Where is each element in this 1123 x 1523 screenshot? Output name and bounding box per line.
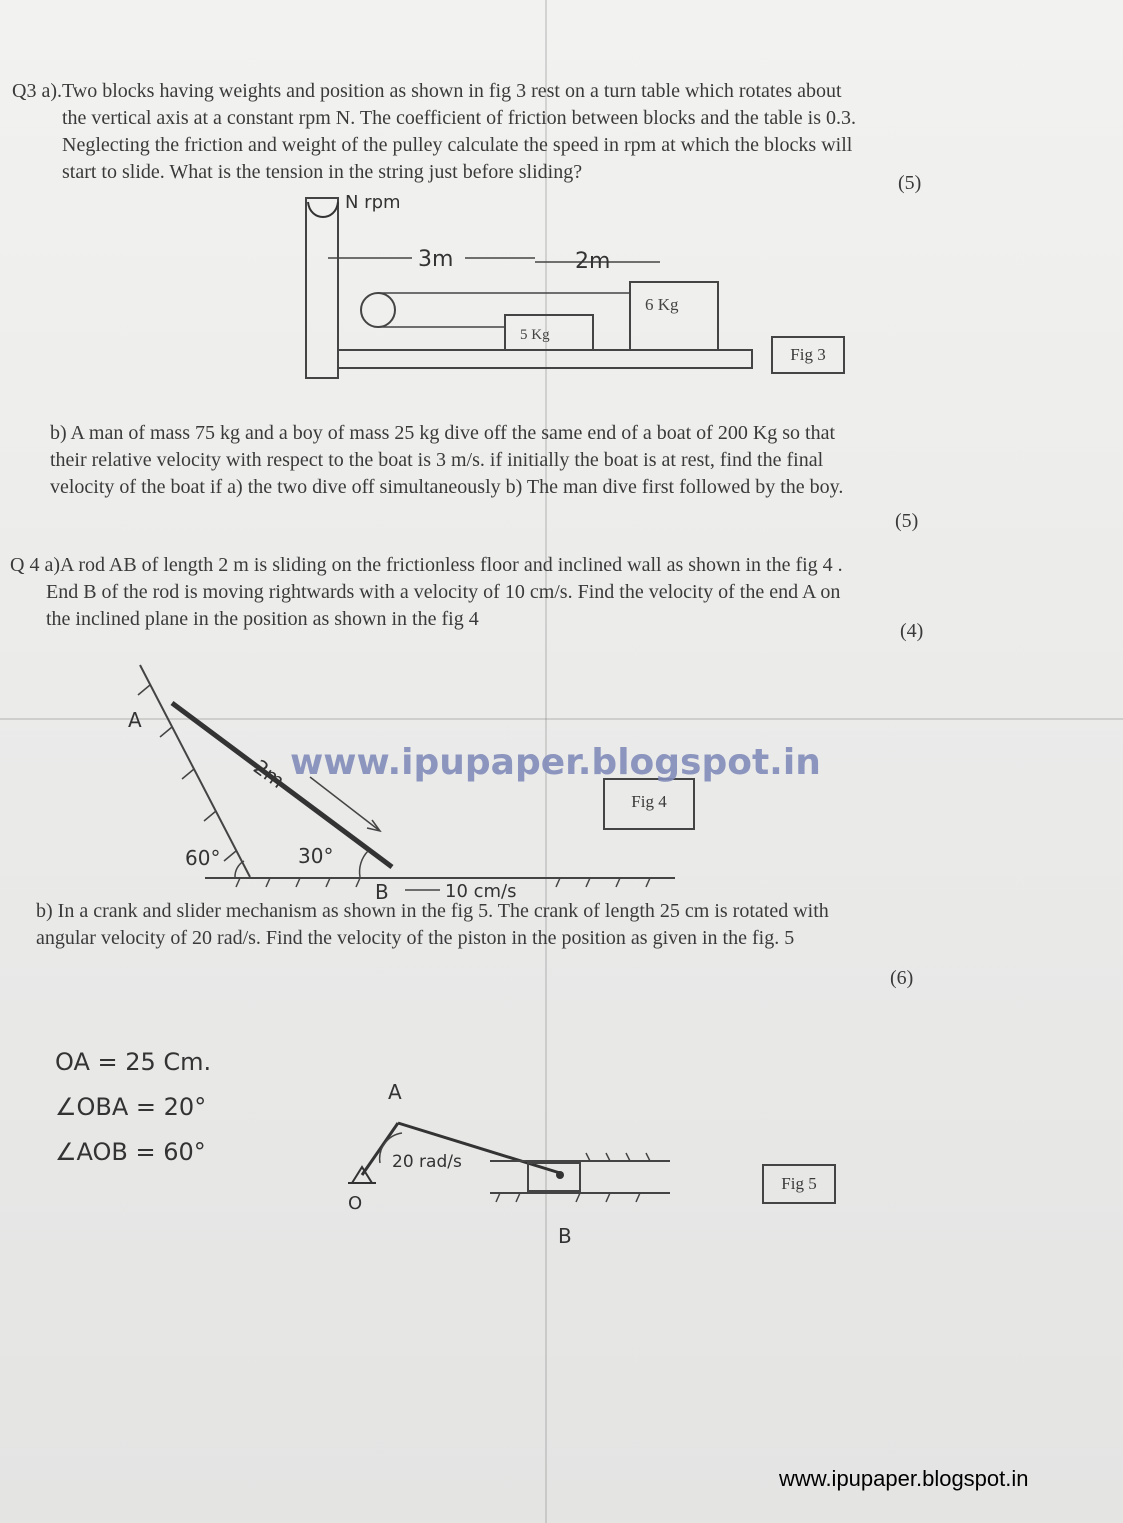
fig5-point-a: A <box>388 1080 402 1104</box>
q3b-line-1: b) A man of mass 75 kg and a boy of mass 25 kg dive off the same end of a boat of 200 Kg so that <box>50 422 836 444</box>
q3a-line-2: the vertical axis at a constant rpm N. The coefficient of friction between blocks and the table is 0.3. <box>62 107 856 129</box>
fig5-diagram <box>340 1075 680 1250</box>
fig3-rpm-label: N rpm <box>345 192 401 213</box>
q4b-line-2: angular velocity of 20 rad/s. Find the velocity of the piston in the position as given in the fig. 5 <box>36 927 795 949</box>
fig5-given <box>55 1040 211 1175</box>
fig4-length-label: 2m <box>249 754 290 793</box>
q3b-line-3: velocity of the boat if a) the two dive off simultaneously b) The man dive first followed by the boy. <box>50 476 844 498</box>
fig3-dim-3m: 3m <box>418 247 454 272</box>
block-6kg <box>630 282 718 350</box>
fig3-dim-2m: 2m <box>575 249 611 274</box>
fig3-diagram <box>290 180 770 385</box>
watermark-url: www.ipupaper.blogspot.in <box>290 742 821 783</box>
turn-table <box>338 350 752 368</box>
slider-piston <box>528 1163 580 1191</box>
pulley <box>361 293 395 327</box>
fig4-velocity: 10 cm/s <box>445 881 517 902</box>
block-5kg-label: 5 Kg <box>520 327 550 343</box>
fig3-label: Fig 3 <box>771 336 845 374</box>
q4b-line-1: b) In a crank and slider mechanism as shown in the fig 5. The crank of length 25 cm is rotated with <box>36 900 829 922</box>
fig5-point-b: B <box>558 1224 572 1248</box>
given-oba: ∠OBA = 20° <box>55 1093 207 1121</box>
block-6kg-label: 6 Kg <box>645 295 679 314</box>
floor-hatching <box>236 878 650 887</box>
q3b-marks: (5) <box>895 510 919 532</box>
q4b-text <box>36 898 829 952</box>
given-oa: OA = 25 Cm. <box>55 1048 212 1076</box>
q4a-line-2: End B of the rod is moving rightwards with a velocity of 10 cm/s. Find the velocity of the end A on <box>46 581 841 603</box>
q3a-line-4: start to slide. What is the tension in the string just before sliding? <box>62 161 583 183</box>
q4a-text <box>10 552 843 633</box>
fig4-angle-rod: 30° <box>298 844 334 868</box>
given-aob: ∠AOB = 60° <box>55 1138 206 1166</box>
q3b-text <box>50 420 843 501</box>
slider-pin <box>556 1171 564 1179</box>
fig4-point-a: A <box>128 708 142 732</box>
fig5-omega: 20 rad/s <box>392 1152 462 1172</box>
fig5-label: Fig 5 <box>762 1164 836 1204</box>
footer-url: www.ipupaper.blogspot.in <box>779 1466 1029 1491</box>
rod-direction-arrow <box>310 777 380 831</box>
turntable-shaft <box>306 198 338 378</box>
rod-ab <box>172 703 392 867</box>
q3b-line-2: their relative velocity with respect to the boat is 3 m/s. if initially the boat is at rest, find the final <box>50 449 824 471</box>
angle-arc-rod <box>360 851 368 877</box>
q4a-marks: (4) <box>900 620 924 642</box>
fig4-point-b: B <box>375 880 389 904</box>
q3a-marks: (5) <box>898 172 922 194</box>
fig4-angle-wall: 60° <box>185 846 221 870</box>
rotation-arrow-icon <box>308 202 338 217</box>
fig5-point-o: O <box>348 1193 363 1214</box>
q4a-line-1: Q 4 a)A rod AB of length 2 m is sliding on the frictionless floor and inclined wall as shown in the fig 4 . <box>10 554 843 576</box>
q4b-marks: (6) <box>890 967 914 989</box>
q4a-line-3: the inclined plane in the position as shown in the fig 4 <box>46 608 479 630</box>
fig4-label: Fig 4 <box>603 778 695 830</box>
q3a-text <box>12 78 856 186</box>
q3a-line-1: Q3 a).Two blocks having weights and position as shown in fig 3 rest on a turn table which rotates about <box>12 80 842 102</box>
q3a-line-3: Neglecting the friction and weight of the pulley calculate the speed in rpm at which the blocks will <box>62 134 853 156</box>
